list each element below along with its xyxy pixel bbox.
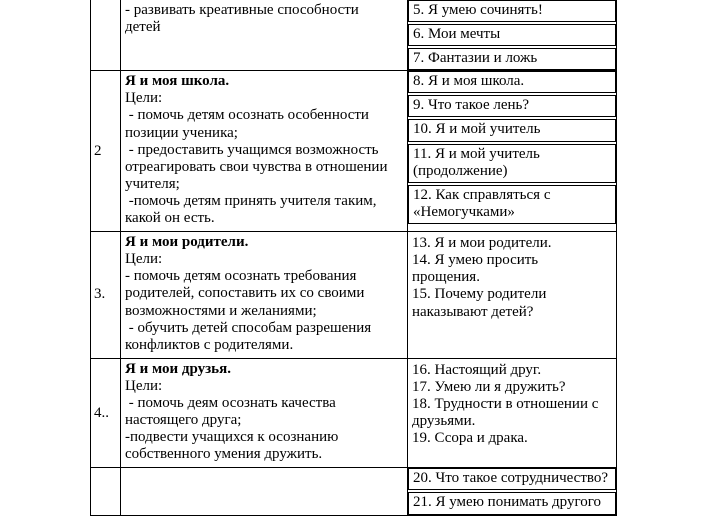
goal-line: Цели: bbox=[125, 90, 163, 107]
topic-item: 12. Как справляться с «Немогучками» bbox=[408, 185, 616, 224]
goals-cell bbox=[121, 468, 408, 515]
topic-item: 18. Трудности в отношении с друзьями. bbox=[412, 395, 599, 430]
topic-item: 15. Почему родители наказывают детей? bbox=[412, 286, 547, 320]
topic-item: 6. Мои мечты bbox=[408, 24, 616, 46]
topic-item: 16. Настоящий друг. bbox=[412, 361, 542, 378]
topics-cell bbox=[408, 71, 617, 232]
goal-line: - помочь деям осознать качества настоящего друга; bbox=[125, 394, 340, 429]
topic-item: 11. Я и мой учитель (продолжение) bbox=[408, 144, 616, 183]
goal-line: - предоставить учащимся возможность отреагировать свои чувства в отношении учителя; bbox=[125, 141, 392, 192]
document-page bbox=[90, 0, 617, 516]
topic-item: 20. Что такое сотрудничество? bbox=[408, 468, 616, 490]
goal-line: - помочь детям осознать требования родителей, сопоставить их со своими возможностями и желаниями; bbox=[125, 268, 369, 319]
row-number-cell: 3. bbox=[91, 232, 121, 359]
topic-item: 7. Фантазии и ложь bbox=[408, 48, 616, 70]
topic-item: 19. Ссора и драка. bbox=[412, 430, 528, 447]
topic-item: 17. Умею ли я дружить? bbox=[412, 378, 566, 395]
table-row bbox=[91, 468, 617, 515]
section-title: Я и моя школа. bbox=[125, 73, 230, 90]
goal-line: Цели: bbox=[125, 377, 163, 394]
row-number-cell: 4.. bbox=[91, 358, 121, 468]
topics-cell bbox=[408, 232, 617, 359]
goals-cell bbox=[121, 0, 408, 71]
goals-cell bbox=[121, 232, 408, 359]
topics-cell bbox=[408, 358, 617, 468]
goal-line: -подвести учащихся к осознанию собственного умения дружить. bbox=[125, 429, 343, 463]
topic-item: 14. Я умею просить прощения. bbox=[412, 252, 539, 286]
topic-item: 9. Что такое лень? bbox=[408, 95, 616, 117]
topic-item: 8. Я и моя школа. bbox=[408, 71, 616, 93]
goals-cell bbox=[121, 71, 408, 232]
row-number-cell bbox=[91, 468, 121, 515]
goal-line: -помочь детям принять учителя таким, какой он есть. bbox=[125, 192, 381, 227]
row-number-cell: 2 bbox=[91, 71, 121, 232]
table-row bbox=[91, 71, 617, 232]
table-row bbox=[91, 358, 617, 468]
goal-line: - обучить детей способам разрешения конфликтов с родителями. bbox=[125, 319, 375, 353]
row-number-cell bbox=[91, 0, 121, 71]
goal-line: - помочь детям осознать особенности позиции ученика; bbox=[125, 107, 373, 141]
section-title: Я и мои родители. bbox=[125, 234, 249, 251]
topic-item: 5. Я умею сочинять! bbox=[408, 0, 616, 22]
table-row bbox=[91, 232, 617, 359]
topics-cell bbox=[408, 0, 617, 71]
section-title: Я и мои друзья. bbox=[125, 360, 231, 377]
goals-cell bbox=[121, 358, 408, 468]
table-row bbox=[91, 0, 617, 71]
topic-item: 21. Я умею понимать другого bbox=[408, 492, 616, 514]
goal-line: - развивать креативные способности детей bbox=[125, 2, 363, 36]
topics-cell bbox=[408, 468, 617, 515]
topic-item: 13. Я и мои родители. bbox=[412, 235, 552, 252]
topic-item: 10. Я и мой учитель bbox=[408, 119, 616, 141]
curriculum-table bbox=[90, 0, 617, 516]
goal-line: Цели: bbox=[125, 251, 163, 268]
